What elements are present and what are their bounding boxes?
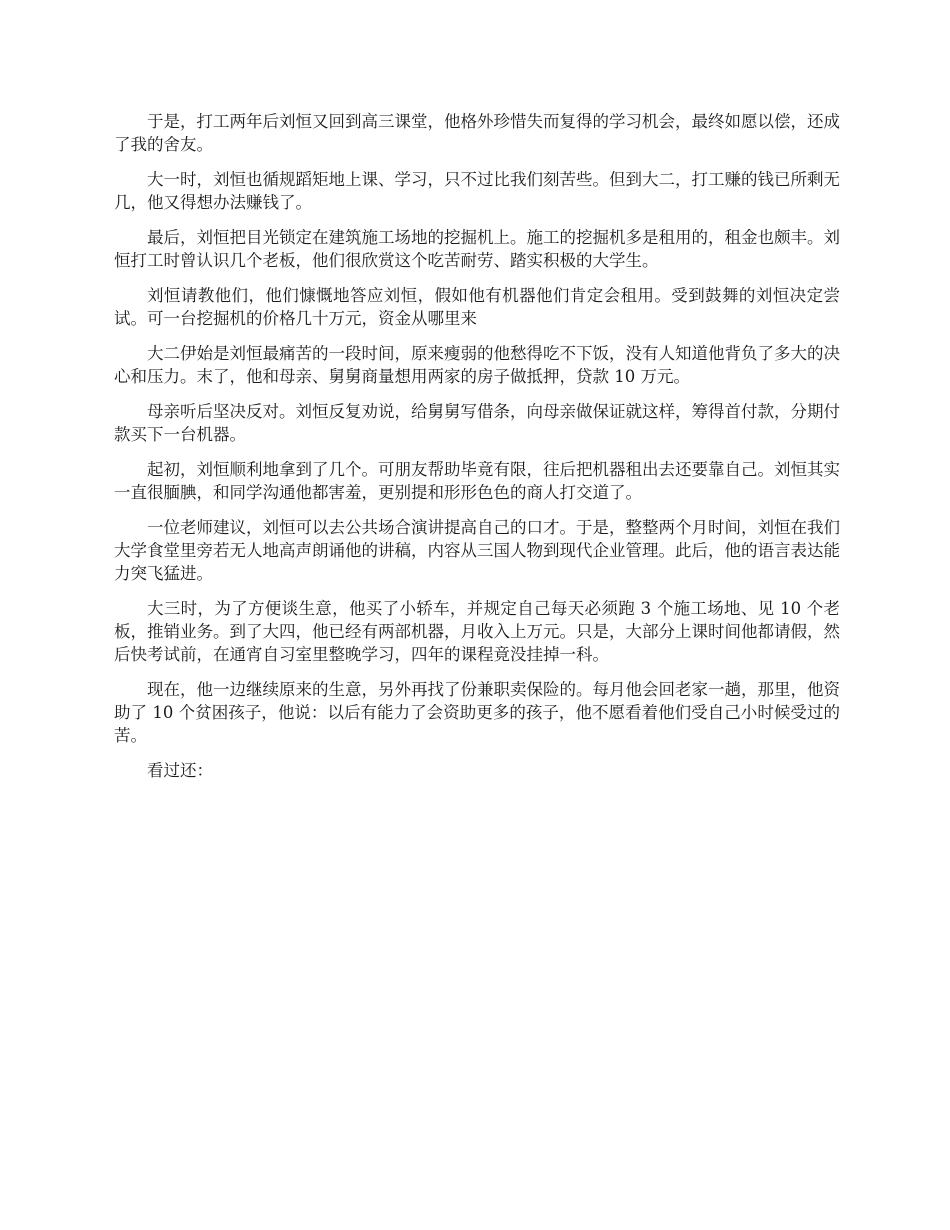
paragraph-11: 看过还： <box>147 761 213 780</box>
paragraph-3: 最后，刘恒把目光锁定在建筑施工场地的挖掘机上。施工的挖掘机多是租用的，租金也颇丰。刘恒打工时曾认识几个老板，他们很欣赏这个吃苦耐劳、踏实积极的大学生。 <box>114 228 840 270</box>
paragraph-8: 一位老师建议，刘恒可以去公共场合演讲提高自己的口才。于是，整整两个月时间，刘恒在我们大学食堂里旁若无人地高声朗诵他的讲稿，内容从三国人物到现代企业管理。此后，他的语言表达能力突飞猛进。 <box>114 518 840 583</box>
paragraph-5: 大二伊始是刘恒最痛苦的一段时间，原来瘦弱的他愁得吃不下饭，没有人知道他背负了多大的决心和压力。末了，他和母亲、舅舅商量想用两家的房子做抵押，贷款 10 万元。 <box>114 344 840 386</box>
paragraph-1: 于是，打工两年后刘恒又回到高三课堂，他格外珍惜失而复得的学习机会，最终如愿以偿，还成了我的舍友。 <box>114 112 840 154</box>
paragraph-4: 刘恒请教他们，他们慷慨地答应刘恒，假如他有机器他们肯定会租用。受到鼓舞的刘恒决定尝试。可一台挖掘机的价格几十万元，资金从哪里来 <box>114 286 840 328</box>
document-page <box>114 110 840 794</box>
paragraph-7: 起初，刘恒顺利地拿到了几个。可朋友帮助毕竟有限，往后把机器租出去还要靠自己。刘恒其实一直很腼腆，和同学沟通他都害羞，更别提和形形色色的商人打交道了。 <box>114 460 840 502</box>
paragraph-2: 大一时，刘恒也循规蹈矩地上课、学习，只不过比我们刻苦些。但到大二，打工赚的钱已所剩无几，他又得想办法赚钱了。 <box>114 170 840 212</box>
paragraph-9: 大三时，为了方便谈生意，他买了小轿车，并规定自己每天必须跑 3 个施工场地、见 10 个老板，推销业务。到了大四，他已经有两部机器，月收入上万元。只是，大部分上课时间他都请假，然后快考试前，在通宵自习室里整晚学习，四年的课程竟没挂掉一科。 <box>114 599 840 664</box>
paragraph-10: 现在，他一边继续原来的生意，另外再找了份兼职卖保险的。每月他会回老家一趟，那里，他资助了 10 个贫困孩子，他说：以后有能力了会资助更多的孩子，他不愿看着他们受自己小时候受过的苦。 <box>114 680 840 745</box>
paragraph-6: 母亲听后坚决反对。刘恒反复劝说，给舅舅写借条，向母亲做保证就这样，筹得首付款，分期付款买下一台机器。 <box>114 402 840 444</box>
